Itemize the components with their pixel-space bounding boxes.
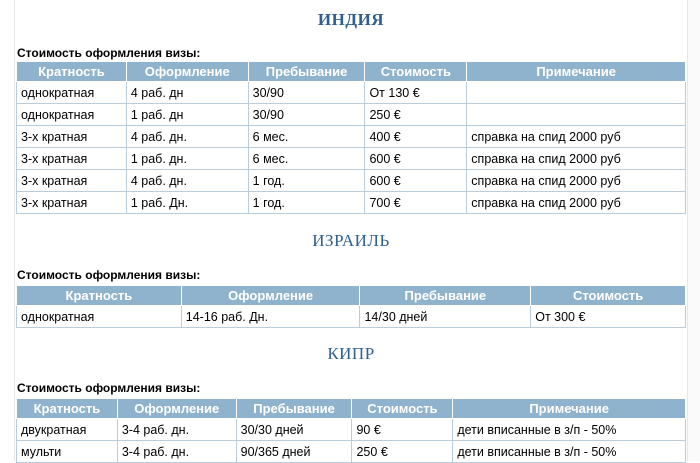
visa-table-israel (16, 285, 686, 328)
country-heading-india: ИНДИЯ (317, 10, 385, 29)
table-cell: двукратная (17, 419, 118, 441)
table-cell (467, 82, 686, 104)
table-cell: 250 € (365, 104, 467, 126)
table-cell (467, 104, 686, 126)
table-cell: 14-16 раб. Дн. (181, 306, 360, 328)
table-cell: однократная (17, 82, 127, 104)
table-cell: 1 год. (248, 192, 365, 214)
table-cell: 6 мес. (248, 126, 365, 148)
column-header: Оформление (126, 62, 248, 82)
table-row (17, 306, 686, 328)
column-header: Стоимость (352, 399, 453, 419)
visa-table-india (16, 61, 686, 214)
column-header: Кратность (17, 399, 118, 419)
column-header: Кратность (17, 62, 127, 82)
visa-table-cyprus (16, 398, 686, 463)
table-cell: справка на спид 2000 руб (467, 170, 686, 192)
country-heading-israel: ИЗРАИЛЬ (312, 231, 390, 250)
column-header: Стоимость (531, 286, 686, 306)
table-cell: однократная (17, 306, 182, 328)
table-cell: 4 раб. дн (126, 82, 248, 104)
table-cell: 30/30 дней (236, 419, 352, 441)
column-header: Кратность (17, 286, 182, 306)
table-row (17, 419, 686, 441)
column-header: Стоимость (365, 62, 467, 82)
table-cell: 1 раб. дн. (126, 148, 248, 170)
content-area (14, 0, 688, 461)
table-cell: 1 раб. дн (126, 104, 248, 126)
table-cell: однократная (17, 104, 127, 126)
table-row (17, 82, 686, 104)
table-cell: дети вписанные в з/п - 50% (453, 441, 686, 463)
table-row (17, 441, 686, 463)
table-cell: 3-4 раб. дн. (117, 441, 236, 463)
column-header: Оформление (181, 286, 360, 306)
table-row (17, 192, 686, 214)
table-cell: 90/365 дней (236, 441, 352, 463)
table-header-row (17, 62, 686, 82)
table-row (17, 148, 686, 170)
table-cell: 3-4 раб. дн. (117, 419, 236, 441)
table-cell: 14/30 дней (360, 306, 531, 328)
page-right-margin (688, 0, 700, 461)
table-cell: 90 € (352, 419, 453, 441)
table-cell: 3-х кратная (17, 148, 127, 170)
table-cell: дети вписанные в з/п - 50% (453, 419, 686, 441)
column-header: Пребывание (248, 62, 365, 82)
table-cell: 700 € (365, 192, 467, 214)
table-cell: 3-х кратная (17, 192, 127, 214)
cost-label: Стоимость оформления визы: (17, 268, 201, 282)
table-cell: мульти (17, 441, 118, 463)
table-row (17, 170, 686, 192)
column-header: Примечание (453, 399, 686, 419)
column-header: Пребывание (236, 399, 352, 419)
table-cell: 600 € (365, 148, 467, 170)
column-header: Оформление (117, 399, 236, 419)
table-row (17, 126, 686, 148)
table-cell: От 130 € (365, 82, 467, 104)
cost-label: Стоимость оформления визы: (17, 46, 201, 60)
table-cell: справка на спид 2000 руб (467, 126, 686, 148)
table-cell: справка на спид 2000 руб (467, 148, 686, 170)
cost-label: Стоимость оформления визы: (17, 381, 201, 395)
country-heading-cyprus: КИПР (327, 344, 375, 363)
table-cell: 4 раб. дн. (126, 126, 248, 148)
table-cell: 1 год. (248, 170, 365, 192)
column-header: Пребывание (360, 286, 531, 306)
table-cell: 30/90 (248, 82, 365, 104)
table-cell: 6 мес. (248, 148, 365, 170)
table-cell: От 300 € (531, 306, 686, 328)
table-cell: 250 € (352, 441, 453, 463)
table-cell: 1 раб. Дн. (126, 192, 248, 214)
column-header: Примечание (467, 62, 686, 82)
table-cell: 3-х кратная (17, 126, 127, 148)
table-cell: справка на спид 2000 руб (467, 192, 686, 214)
table-cell: 30/90 (248, 104, 365, 126)
table-cell: 4 раб. дн. (126, 170, 248, 192)
table-cell: 400 € (365, 126, 467, 148)
table-cell: 600 € (365, 170, 467, 192)
table-header-row (17, 399, 686, 419)
table-row (17, 104, 686, 126)
table-cell: 3-х кратная (17, 170, 127, 192)
table-header-row (17, 286, 686, 306)
